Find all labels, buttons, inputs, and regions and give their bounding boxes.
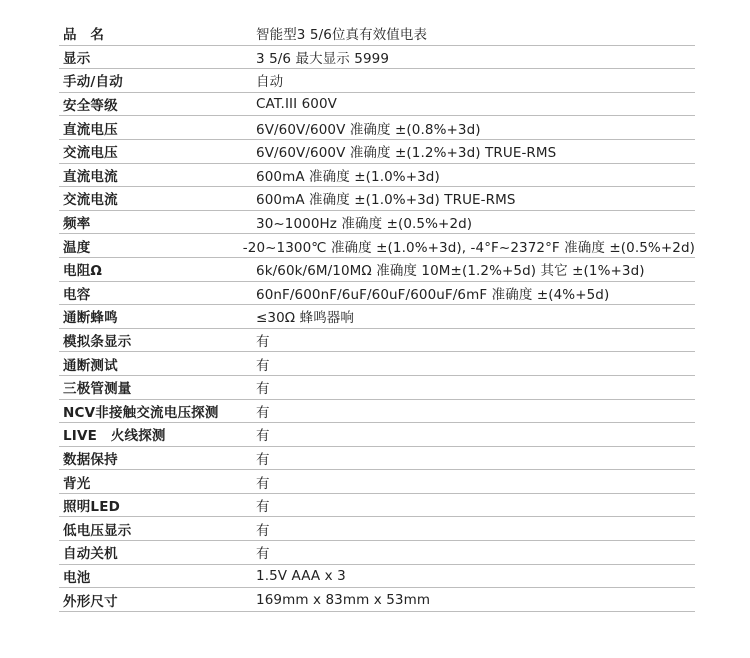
spec-row-temperature bbox=[59, 234, 695, 258]
spec-row-continuity-test bbox=[59, 352, 695, 376]
spec-value: 600mA 准确度 ±(1.0%+3d) TRUE-RMS bbox=[256, 192, 516, 209]
spec-value: CAT.III 600V bbox=[256, 96, 337, 113]
spec-value: 有 bbox=[256, 381, 270, 398]
spec-table bbox=[59, 22, 695, 612]
spec-label: 交流电压 bbox=[63, 145, 118, 162]
spec-label: 背光 bbox=[63, 475, 91, 492]
spec-value: 有 bbox=[256, 404, 270, 421]
spec-row-capacitance bbox=[59, 282, 695, 306]
spec-label: 通断蜂鸣 bbox=[63, 310, 118, 327]
spec-row-safety-rating bbox=[59, 93, 695, 117]
spec-label: 直流电流 bbox=[63, 168, 118, 185]
spec-label: 交流电流 bbox=[63, 192, 118, 209]
spec-value: -20~1300℃ 准确度 ±(1.0%+3d), -4°F~2372°F 准确度 ±(0.5%+2d) bbox=[242, 239, 695, 256]
spec-row-dimensions bbox=[59, 588, 695, 612]
spec-value: 自动 bbox=[256, 74, 284, 91]
spec-label: NCV非接触交流电压探测 bbox=[63, 404, 219, 421]
spec-label: 品 名 bbox=[63, 27, 105, 44]
spec-label: 电容 bbox=[63, 286, 91, 303]
spec-label: 模拟条显示 bbox=[63, 334, 132, 351]
spec-row-range-mode bbox=[59, 69, 695, 93]
spec-row-flashlight bbox=[59, 494, 695, 518]
spec-row-ac-current bbox=[59, 187, 695, 211]
spec-value: 1.5V AAA x 3 bbox=[256, 567, 346, 584]
spec-value: 有 bbox=[256, 546, 270, 563]
spec-value: 有 bbox=[256, 428, 270, 445]
spec-value: 6k/60k/6M/10MΩ 准确度 10M±(1.2%+5d) 其它 ±(1%+3d) bbox=[256, 263, 645, 280]
spec-row-continuity-buzzer bbox=[59, 305, 695, 329]
spec-row-transistor-test bbox=[59, 376, 695, 400]
spec-value: 有 bbox=[256, 475, 270, 492]
spec-value: 600mA 准确度 ±(1.0%+3d) bbox=[256, 168, 440, 185]
spec-label: 外形尺寸 bbox=[63, 593, 118, 610]
spec-label: 低电压显示 bbox=[63, 522, 132, 539]
spec-value: 6V/60V/600V 准确度 ±(0.8%+3d) bbox=[256, 121, 481, 138]
spec-label: LIVE 火线探测 bbox=[63, 428, 166, 445]
spec-row-backlight bbox=[59, 470, 695, 494]
spec-label: 电池 bbox=[63, 569, 91, 586]
spec-label: 自动关机 bbox=[63, 546, 118, 563]
spec-value: 智能型3 5/6位真有效值电表 bbox=[256, 27, 428, 44]
spec-label: 频率 bbox=[63, 216, 91, 233]
spec-label: 直流电压 bbox=[63, 121, 118, 138]
spec-row-dc-current bbox=[59, 164, 695, 188]
spec-value: 有 bbox=[256, 522, 270, 539]
spec-value: 有 bbox=[256, 334, 270, 351]
spec-row-frequency bbox=[59, 211, 695, 235]
spec-label: 手动/自动 bbox=[63, 74, 123, 91]
spec-row-data-hold bbox=[59, 447, 695, 471]
spec-label: 温度 bbox=[63, 239, 91, 256]
spec-row-live-detect bbox=[59, 423, 695, 447]
spec-value: 6V/60V/600V 准确度 ±(1.2%+3d) TRUE-RMS bbox=[256, 145, 557, 162]
spec-label: 通断测试 bbox=[63, 357, 118, 374]
spec-label: 显示 bbox=[63, 50, 91, 67]
spec-label: 电阻Ω bbox=[63, 263, 103, 280]
spec-value: 3 5/6 最大显示 5999 bbox=[256, 50, 390, 67]
spec-label: 三极管测量 bbox=[63, 381, 132, 398]
spec-value: 有 bbox=[256, 357, 270, 374]
spec-row-auto-power-off bbox=[59, 541, 695, 565]
spec-row-resistance bbox=[59, 258, 695, 282]
spec-row-ncv bbox=[59, 400, 695, 424]
spec-row-display bbox=[59, 46, 695, 70]
spec-row-dc-voltage bbox=[59, 116, 695, 140]
spec-row-battery bbox=[59, 565, 695, 589]
spec-value: 30~1000Hz 准确度 ±(0.5%+2d) bbox=[256, 216, 473, 233]
spec-value: 有 bbox=[256, 451, 270, 468]
spec-label: 照明LED bbox=[63, 499, 121, 516]
spec-row-name bbox=[59, 22, 695, 46]
spec-value: 169mm x 83mm x 53mm bbox=[256, 591, 431, 608]
spec-row-ac-voltage bbox=[59, 140, 695, 164]
spec-label: 数据保持 bbox=[63, 451, 118, 468]
spec-value: 60nF/600nF/6uF/60uF/600uF/6mF 准确度 ±(4%+5d) bbox=[256, 286, 610, 303]
spec-value: ≤30Ω 蜂鸣器响 bbox=[256, 310, 354, 327]
spec-value: 有 bbox=[256, 499, 270, 516]
spec-row-low-battery bbox=[59, 517, 695, 541]
spec-label: 安全等级 bbox=[63, 98, 118, 115]
spec-row-analog-bar bbox=[59, 329, 695, 353]
